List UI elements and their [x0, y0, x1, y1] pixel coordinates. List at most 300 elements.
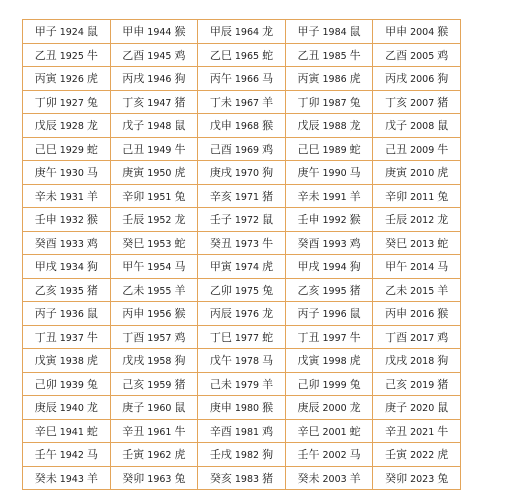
year-label: 1930	[59, 168, 84, 180]
table-cell	[110, 114, 198, 138]
year-label: 2010	[410, 168, 435, 180]
ganzhi-label: 癸酉	[34, 236, 57, 250]
zodiac-animal-label: 鸡	[174, 48, 186, 62]
table-cell	[198, 396, 286, 420]
year-label: 2000	[322, 403, 347, 415]
ganzhi-label: 戊辰	[297, 119, 320, 133]
zodiac-animal-label: 羊	[437, 283, 449, 297]
zodiac-animal-label: 龙	[437, 213, 449, 227]
zodiac-animal-label: 狗	[262, 166, 274, 180]
ganzhi-label: 甲寅	[209, 260, 232, 274]
zodiac-animal-label: 狗	[86, 260, 98, 274]
zodiac-animal-label: 马	[174, 260, 186, 274]
zodiac-animal-label: 羊	[349, 471, 361, 485]
table-cell	[23, 208, 111, 232]
zodiac-animal-label: 虎	[437, 448, 449, 462]
year-label: 1989	[322, 144, 347, 156]
table-cell	[198, 231, 286, 255]
ganzhi-label: 庚寅	[385, 166, 408, 180]
year-label: 1982	[234, 450, 260, 462]
year-label: 1929	[59, 144, 84, 156]
zodiac-animal-label: 鼠	[437, 119, 449, 133]
year-label: 2015	[410, 285, 435, 297]
year-label: 1972	[234, 215, 260, 227]
ganzhi-label: 癸巳	[122, 236, 145, 250]
year-label: 1946	[147, 74, 172, 86]
year-label: 1997	[322, 332, 347, 344]
ganzhi-label: 乙亥	[297, 283, 320, 297]
table-cell	[198, 43, 286, 67]
ganzhi-label: 壬申	[297, 213, 320, 227]
table-row	[23, 114, 461, 138]
year-label: 1999	[322, 379, 347, 391]
table-cell	[110, 302, 198, 326]
zodiac-animal-label: 狗	[174, 354, 186, 368]
ganzhi-label: 戊子	[385, 119, 408, 133]
zodiac-animal-label: 兔	[174, 189, 186, 203]
ganzhi-label: 丙申	[122, 307, 145, 321]
table-cell	[198, 114, 286, 138]
zodiac-animal-label: 鸡	[174, 330, 186, 344]
table-cell	[373, 302, 461, 326]
ganzhi-label: 丁卯	[34, 95, 57, 109]
table-cell	[285, 302, 373, 326]
ganzhi-label: 丁亥	[385, 95, 408, 109]
year-label: 1934	[59, 262, 84, 274]
table-cell	[198, 325, 286, 349]
zodiac-animal-label: 兔	[349, 95, 361, 109]
zodiac-animal-label: 猪	[437, 377, 449, 391]
zodiac-animal-label: 猴	[349, 213, 361, 227]
table-cell	[23, 419, 111, 443]
table-cell	[285, 184, 373, 208]
zodiac-animal-label: 鸡	[349, 236, 361, 250]
year-label: 1984	[322, 27, 347, 39]
table-cell	[198, 255, 286, 279]
zodiac-animal-label: 鼠	[174, 401, 186, 415]
zodiac-animal-label: 蛇	[437, 236, 449, 250]
table-cell	[23, 67, 111, 91]
ganzhi-label: 丙午	[209, 72, 232, 86]
table-cell	[110, 396, 198, 420]
ganzhi-label: 丙戌	[385, 72, 408, 86]
ganzhi-label: 辛未	[34, 189, 57, 203]
ganzhi-label: 庚午	[34, 166, 57, 180]
table-cell	[23, 443, 111, 467]
zodiac-animal-label: 猴	[86, 213, 98, 227]
ganzhi-label: 己未	[209, 377, 232, 391]
ganzhi-label: 庚申	[209, 401, 232, 415]
year-label: 1955	[147, 285, 172, 297]
zodiac-animal-label: 鼠	[349, 25, 361, 39]
year-label: 1987	[322, 97, 347, 109]
year-label: 2023	[410, 473, 435, 485]
ganzhi-label: 辛丑	[122, 424, 145, 438]
table-cell	[110, 419, 198, 443]
zodiac-animal-label: 牛	[437, 424, 449, 438]
table-cell	[373, 255, 461, 279]
zodiac-animal-label: 狗	[437, 72, 449, 86]
table-row	[23, 67, 461, 91]
zodiac-animal-label: 鼠	[262, 213, 274, 227]
ganzhi-label: 丙申	[385, 307, 408, 321]
zodiac-animal-label: 猴	[262, 401, 274, 415]
table-cell	[198, 278, 286, 302]
year-label: 1971	[234, 191, 260, 203]
ganzhi-label: 壬午	[297, 448, 320, 462]
ganzhi-label: 甲戌	[34, 260, 57, 274]
table-cell	[110, 443, 198, 467]
ganzhi-label: 庚辰	[34, 401, 57, 415]
ganzhi-label: 丁酉	[385, 330, 408, 344]
table-cell	[110, 184, 198, 208]
table-cell	[285, 231, 373, 255]
zodiac-year-table	[22, 19, 461, 490]
ganzhi-label: 丁丑	[297, 330, 320, 344]
ganzhi-label: 壬辰	[385, 213, 408, 227]
ganzhi-label: 癸未	[297, 471, 320, 485]
year-label: 1970	[234, 168, 260, 180]
ganzhi-label: 己亥	[385, 377, 408, 391]
zodiac-animal-label: 猪	[174, 95, 186, 109]
table-cell	[373, 67, 461, 91]
zodiac-animal-label: 鸡	[262, 424, 274, 438]
zodiac-animal-label: 兔	[86, 95, 98, 109]
zodiac-animal-label: 马	[86, 448, 98, 462]
ganzhi-label: 壬申	[34, 213, 57, 227]
zodiac-animal-label: 蛇	[349, 142, 361, 156]
zodiac-animal-label: 牛	[86, 48, 98, 62]
zodiac-animal-label: 蛇	[86, 424, 98, 438]
table-cell	[198, 67, 286, 91]
table-body	[23, 20, 461, 490]
ganzhi-label: 癸卯	[122, 471, 145, 485]
zodiac-animal-label: 龙	[262, 307, 274, 321]
year-label: 1942	[59, 450, 84, 462]
year-label: 1941	[59, 426, 84, 438]
year-label: 2011	[410, 191, 435, 203]
table-cell	[198, 184, 286, 208]
table-cell	[110, 466, 198, 490]
ganzhi-label: 丁亥	[122, 95, 145, 109]
ganzhi-label: 乙酉	[385, 48, 408, 62]
zodiac-animal-label: 鼠	[174, 119, 186, 133]
table-cell	[198, 90, 286, 114]
zodiac-animal-label: 牛	[349, 48, 361, 62]
zodiac-animal-label: 蛇	[86, 142, 98, 156]
table-cell	[373, 137, 461, 161]
year-label: 1988	[322, 121, 347, 133]
table-cell	[23, 184, 111, 208]
ganzhi-label: 庚戌	[209, 166, 232, 180]
year-label: 1952	[147, 215, 172, 227]
year-label: 2001	[322, 426, 347, 438]
ganzhi-label: 丙子	[297, 307, 320, 321]
year-label: 1969	[234, 144, 260, 156]
ganzhi-label: 辛丑	[385, 424, 408, 438]
year-label: 1956	[147, 309, 172, 321]
zodiac-animal-label: 鸡	[437, 330, 449, 344]
year-label: 1983	[234, 473, 260, 485]
ganzhi-label: 戊申	[209, 119, 232, 133]
year-label: 1973	[234, 238, 260, 250]
zodiac-animal-label: 鼠	[349, 307, 361, 321]
ganzhi-label: 戊子	[122, 119, 145, 133]
table-cell	[110, 231, 198, 255]
table-cell	[23, 349, 111, 373]
table-cell	[373, 43, 461, 67]
zodiac-animal-label: 虎	[349, 354, 361, 368]
table-cell	[285, 67, 373, 91]
table-row	[23, 184, 461, 208]
table-cell	[285, 137, 373, 161]
year-label: 2002	[322, 450, 347, 462]
ganzhi-label: 甲子	[34, 25, 57, 39]
table-cell	[110, 278, 198, 302]
year-label: 1954	[147, 262, 172, 274]
year-label: 1990	[322, 168, 347, 180]
zodiac-animal-label: 羊	[262, 95, 274, 109]
ganzhi-label: 辛酉	[209, 424, 232, 438]
table-cell	[285, 419, 373, 443]
zodiac-animal-label: 羊	[86, 189, 98, 203]
year-label: 1937	[59, 332, 84, 344]
table-cell	[373, 396, 461, 420]
table-cell	[373, 349, 461, 373]
table-cell	[285, 208, 373, 232]
zodiac-animal-label: 龙	[86, 119, 98, 133]
zodiac-animal-label: 马	[262, 354, 274, 368]
zodiac-animal-label: 牛	[437, 142, 449, 156]
year-label: 1940	[59, 403, 84, 415]
year-label: 2008	[410, 121, 435, 133]
ganzhi-label: 辛未	[297, 189, 320, 203]
ganzhi-label: 壬戌	[209, 448, 232, 462]
table-cell	[373, 325, 461, 349]
year-label: 1959	[147, 379, 172, 391]
table-row	[23, 419, 461, 443]
zodiac-animal-label: 兔	[262, 283, 274, 297]
zodiac-animal-label: 蛇	[349, 424, 361, 438]
ganzhi-label: 丙子	[34, 307, 57, 321]
table-cell	[110, 349, 198, 373]
ganzhi-label: 庚辰	[297, 401, 320, 415]
zodiac-animal-label: 牛	[349, 330, 361, 344]
zodiac-animal-label: 虎	[174, 448, 186, 462]
year-label: 1927	[59, 97, 84, 109]
ganzhi-label: 甲午	[385, 260, 408, 274]
year-label: 1978	[234, 356, 260, 368]
ganzhi-label: 壬寅	[122, 448, 145, 462]
year-label: 1964	[234, 27, 260, 39]
zodiac-animal-label: 虎	[437, 166, 449, 180]
year-label: 2003	[322, 473, 347, 485]
year-label: 2017	[410, 332, 435, 344]
table-cell	[198, 443, 286, 467]
zodiac-animal-label: 羊	[86, 471, 98, 485]
zodiac-animal-label: 猴	[437, 25, 449, 39]
ganzhi-label: 丙辰	[209, 307, 232, 321]
year-label: 1975	[234, 285, 260, 297]
year-label: 2020	[410, 403, 435, 415]
zodiac-animal-label: 龙	[174, 213, 186, 227]
table-cell	[198, 372, 286, 396]
ganzhi-label: 甲辰	[209, 25, 232, 39]
zodiac-animal-label: 马	[349, 166, 361, 180]
zodiac-animal-label: 牛	[86, 330, 98, 344]
year-label: 1960	[147, 403, 172, 415]
zodiac-animal-label: 鼠	[437, 401, 449, 415]
table-cell	[198, 349, 286, 373]
ganzhi-label: 甲午	[122, 260, 145, 274]
ganzhi-label: 庚子	[122, 401, 145, 415]
ganzhi-label: 辛亥	[209, 189, 232, 203]
year-label: 1996	[322, 309, 347, 321]
table-cell	[285, 396, 373, 420]
zodiac-animal-label: 狗	[349, 260, 361, 274]
zodiac-animal-label: 猴	[262, 119, 274, 133]
zodiac-animal-label: 鸡	[437, 48, 449, 62]
year-label: 1944	[147, 27, 172, 39]
zodiac-animal-label: 虎	[262, 260, 274, 274]
zodiac-animal-label: 龙	[262, 25, 274, 39]
table-cell	[285, 325, 373, 349]
year-label: 2005	[410, 50, 435, 62]
year-label: 1985	[322, 50, 347, 62]
table-cell	[373, 184, 461, 208]
ganzhi-label: 辛卯	[122, 189, 145, 203]
year-label: 1995	[322, 285, 347, 297]
table-cell	[23, 90, 111, 114]
zodiac-animal-label: 兔	[86, 377, 98, 391]
year-label: 1948	[147, 121, 172, 133]
ganzhi-label: 壬辰	[122, 213, 145, 227]
ganzhi-label: 己卯	[34, 377, 57, 391]
year-label: 1936	[59, 309, 84, 321]
table-row	[23, 20, 461, 44]
ganzhi-label: 己巳	[34, 142, 57, 156]
table-cell	[23, 466, 111, 490]
year-label: 2014	[410, 262, 435, 274]
ganzhi-label: 壬子	[209, 213, 232, 227]
ganzhi-label: 丙戌	[122, 72, 145, 86]
year-label: 2007	[410, 97, 435, 109]
zodiac-animal-label: 兔	[437, 471, 449, 485]
ganzhi-label: 乙酉	[122, 48, 145, 62]
zodiac-animal-label: 猪	[262, 189, 274, 203]
table-cell	[110, 255, 198, 279]
ganzhi-label: 丁巳	[209, 330, 232, 344]
zodiac-animal-label: 猪	[174, 377, 186, 391]
year-label: 1943	[59, 473, 84, 485]
table-cell	[198, 161, 286, 185]
year-label: 1979	[234, 379, 260, 391]
year-label: 1939	[59, 379, 84, 391]
zodiac-animal-label: 蛇	[262, 48, 274, 62]
ganzhi-label: 戊寅	[297, 354, 320, 368]
zodiac-animal-label: 虎	[86, 72, 98, 86]
table-row	[23, 325, 461, 349]
zodiac-animal-label: 鼠	[86, 25, 98, 39]
year-label: 1980	[234, 403, 260, 415]
table-cell	[110, 208, 198, 232]
table-cell	[110, 137, 198, 161]
ganzhi-label: 己酉	[209, 142, 232, 156]
zodiac-animal-label: 马	[349, 448, 361, 462]
ganzhi-label: 癸未	[34, 471, 57, 485]
zodiac-animal-label: 龙	[349, 119, 361, 133]
table-cell	[285, 90, 373, 114]
table-cell	[285, 20, 373, 44]
table-row	[23, 137, 461, 161]
ganzhi-label: 甲申	[385, 25, 408, 39]
ganzhi-label: 癸卯	[385, 471, 408, 485]
zodiac-animal-label: 狗	[174, 72, 186, 86]
table-cell	[373, 161, 461, 185]
year-label: 1931	[59, 191, 84, 203]
zodiac-animal-label: 牛	[262, 236, 274, 250]
ganzhi-label: 戊戌	[122, 354, 145, 368]
table-cell	[285, 43, 373, 67]
year-label: 1993	[322, 238, 347, 250]
ganzhi-label: 戊午	[209, 354, 232, 368]
ganzhi-label: 乙未	[122, 283, 145, 297]
year-label: 1926	[59, 74, 84, 86]
zodiac-animal-label: 兔	[437, 189, 449, 203]
table-row	[23, 466, 461, 490]
ganzhi-label: 癸丑	[209, 236, 232, 250]
year-label: 1949	[147, 144, 172, 156]
ganzhi-label: 己巳	[297, 142, 320, 156]
zodiac-animal-label: 牛	[174, 142, 186, 156]
zodiac-animal-label: 狗	[437, 354, 449, 368]
zodiac-animal-label: 猴	[174, 25, 186, 39]
ganzhi-label: 乙巳	[209, 48, 232, 62]
table-cell	[110, 372, 198, 396]
ganzhi-label: 己卯	[297, 377, 320, 391]
year-label: 1968	[234, 121, 260, 133]
year-label: 1928	[59, 121, 84, 133]
year-label: 1976	[234, 309, 260, 321]
table-row	[23, 372, 461, 396]
table-row	[23, 90, 461, 114]
zodiac-animal-label: 鸡	[86, 236, 98, 250]
ganzhi-label: 乙卯	[209, 283, 232, 297]
ganzhi-label: 戊戌	[385, 354, 408, 368]
table-cell	[198, 302, 286, 326]
year-label: 2016	[410, 309, 435, 321]
zodiac-animal-label: 羊	[174, 283, 186, 297]
year-label: 1935	[59, 285, 84, 297]
table-cell	[373, 90, 461, 114]
table-row	[23, 349, 461, 373]
zodiac-animal-label: 羊	[349, 189, 361, 203]
table-row	[23, 208, 461, 232]
table-cell	[285, 255, 373, 279]
year-label: 1924	[59, 27, 84, 39]
ganzhi-label: 丁酉	[122, 330, 145, 344]
year-label: 1951	[147, 191, 172, 203]
ganzhi-label: 乙丑	[297, 48, 320, 62]
zodiac-animal-label: 狗	[262, 448, 274, 462]
table-cell	[285, 114, 373, 138]
table-cell	[198, 137, 286, 161]
ganzhi-label: 癸亥	[209, 471, 232, 485]
zodiac-animal-label: 羊	[262, 377, 274, 391]
year-label: 1947	[147, 97, 172, 109]
zodiac-animal-label: 蛇	[174, 236, 186, 250]
table-cell	[23, 20, 111, 44]
